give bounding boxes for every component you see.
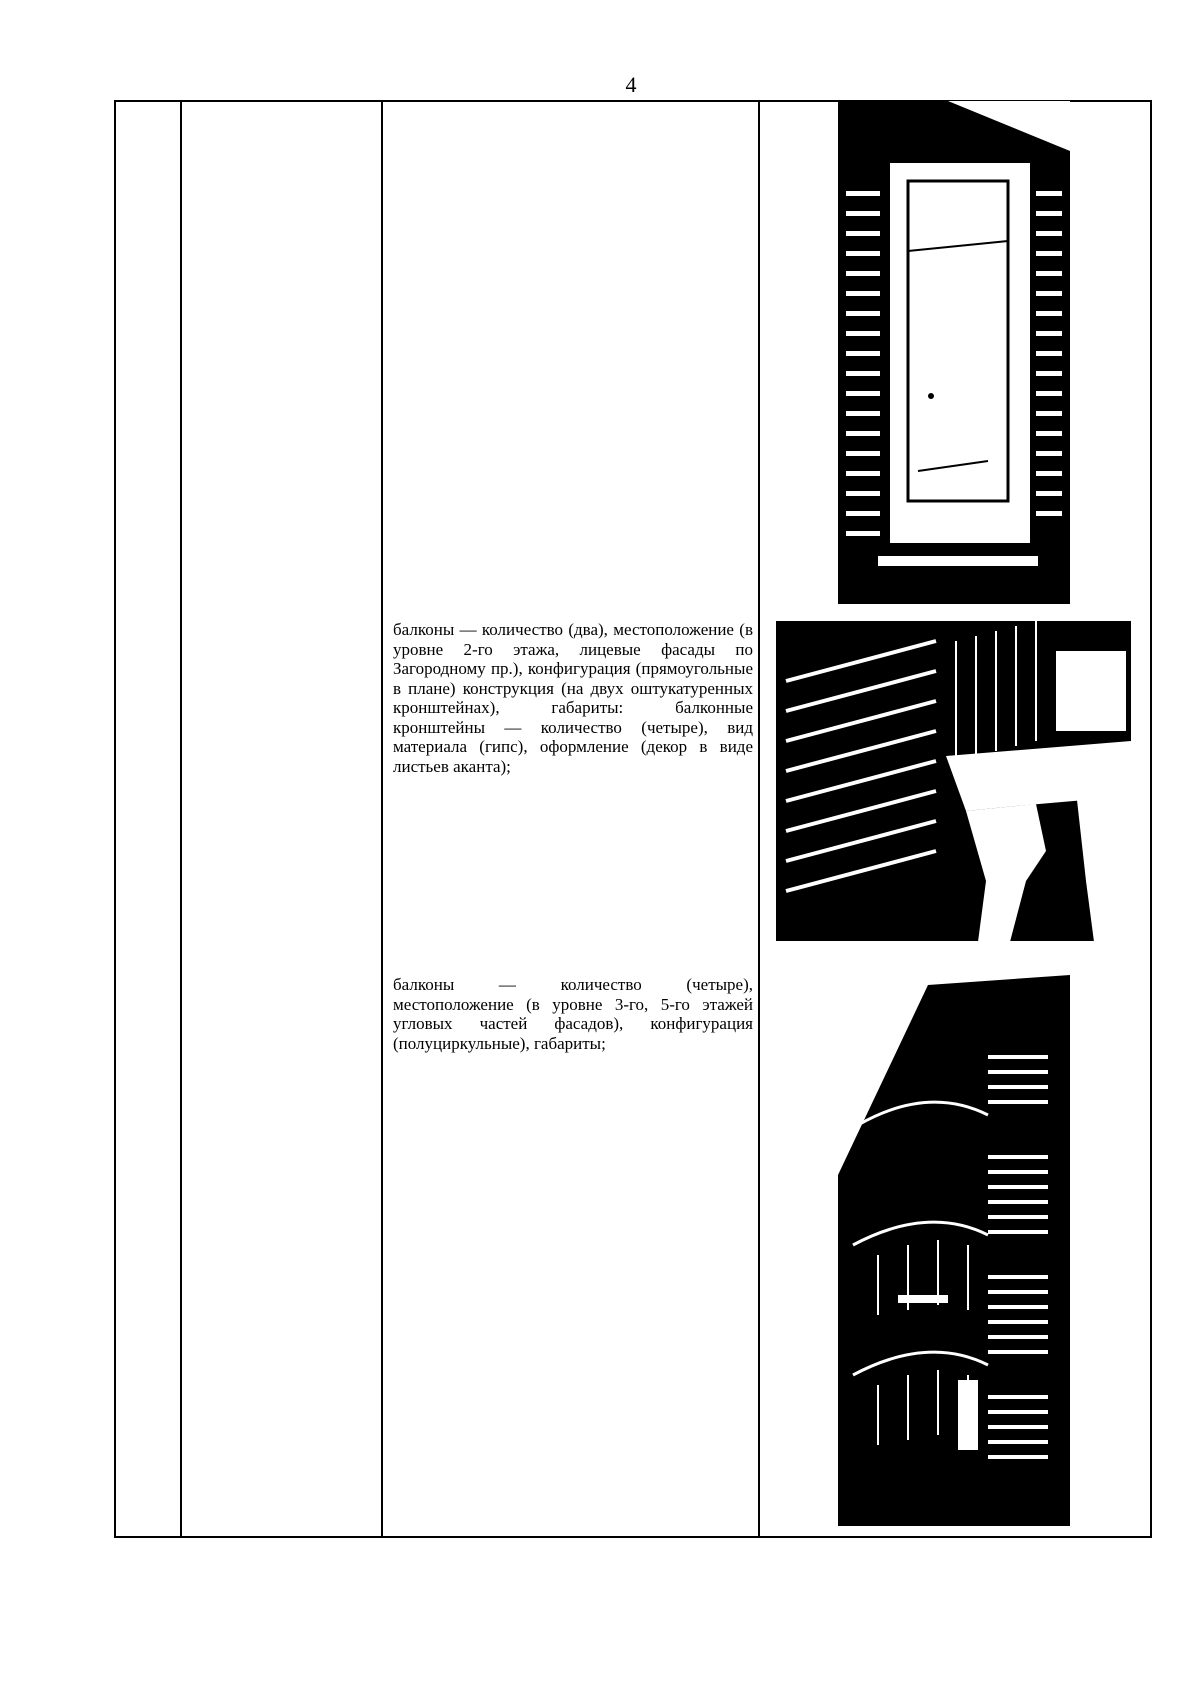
page-number: 4 [625, 72, 637, 97]
row-2-description: балконы — количество (четыре), местоположение (в уровне 3-го, 5-го этажей угловых частей фасадов), конфигурация (полуциркульные), габариты; [393, 975, 753, 1053]
table-border-right [1150, 100, 1152, 1538]
table-column-divider-2 [381, 100, 383, 1538]
table-column-divider-3 [758, 100, 760, 1538]
door-opening-photo [838, 101, 1070, 604]
balcony-bracket-photo [776, 621, 1131, 957]
table-border-left [114, 100, 116, 1538]
row-1-description: балконы — количество (два), местоположение (в уровне 2-го этажа, лицевые фасады по Загородному пр.), конфигурация (прямоугольные в плане) конструкция (на двух оштукатуренных кронштейнах), габариты: балконные кронштейны — количество (четыре), вид материала (гипс), оформление (декор в виде листьев аканта); [393, 620, 753, 776]
table-column-divider-1 [180, 100, 182, 1538]
table-bottom-border [114, 1536, 1152, 1538]
corner-balconies-photo [838, 975, 1070, 1526]
